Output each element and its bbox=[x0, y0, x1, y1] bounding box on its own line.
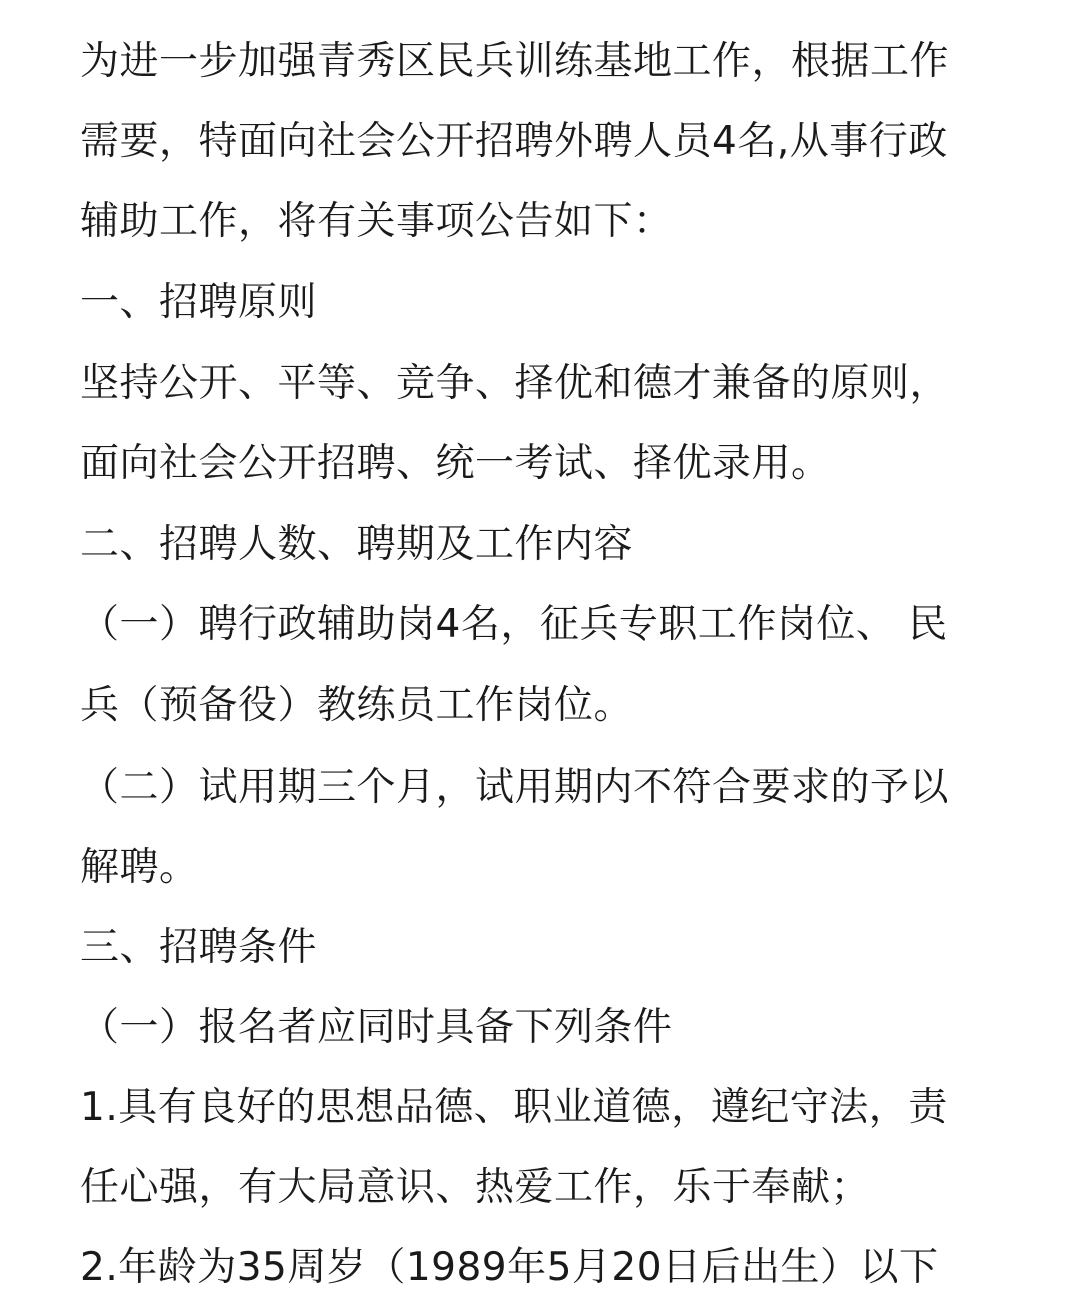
section-heading: 二、招聘人数、聘期及工作内容 bbox=[80, 522, 634, 567]
text-line: 2.年龄为35周岁（1989年5月20日后出生）以下 bbox=[80, 1245, 939, 1290]
text-line: 任心强，有大局意识、热爱工作，乐于奉献； bbox=[80, 1165, 871, 1210]
text-line: 坚持公开、平等、竞争、择优和德才兼备的原则， bbox=[80, 361, 950, 406]
text-line: 兵（预备役）教练员工作岗位。 bbox=[80, 683, 634, 728]
text-line: 解聘。 bbox=[80, 845, 199, 890]
text-line: 辅助工作，将有关事项公告如下： bbox=[80, 199, 673, 244]
subsection-heading: （一）报名者应同时具备下列条件 bbox=[80, 1005, 673, 1050]
text-line: （二）试用期三个月，试用期内不符合要求的予以 bbox=[80, 765, 950, 810]
text-line: （一）聘行政辅助岗4名，征兵专职工作岗位、 民 bbox=[80, 602, 948, 647]
text-line: 1.具有良好的思想品德、职业道德，遵纪守法，责 bbox=[80, 1085, 948, 1130]
text-line: 需要，特面向社会公开招聘外聘人员4名,从事行政 bbox=[80, 119, 948, 164]
section-heading: 三、招聘条件 bbox=[80, 925, 318, 970]
text-line: 面向社会公开招聘、统一考试、择优录用。 bbox=[80, 441, 831, 486]
section-heading: 一、招聘原则 bbox=[80, 280, 318, 325]
text-line: 为进一步加强青秀区民兵训练基地工作，根据工作 bbox=[80, 39, 950, 84]
